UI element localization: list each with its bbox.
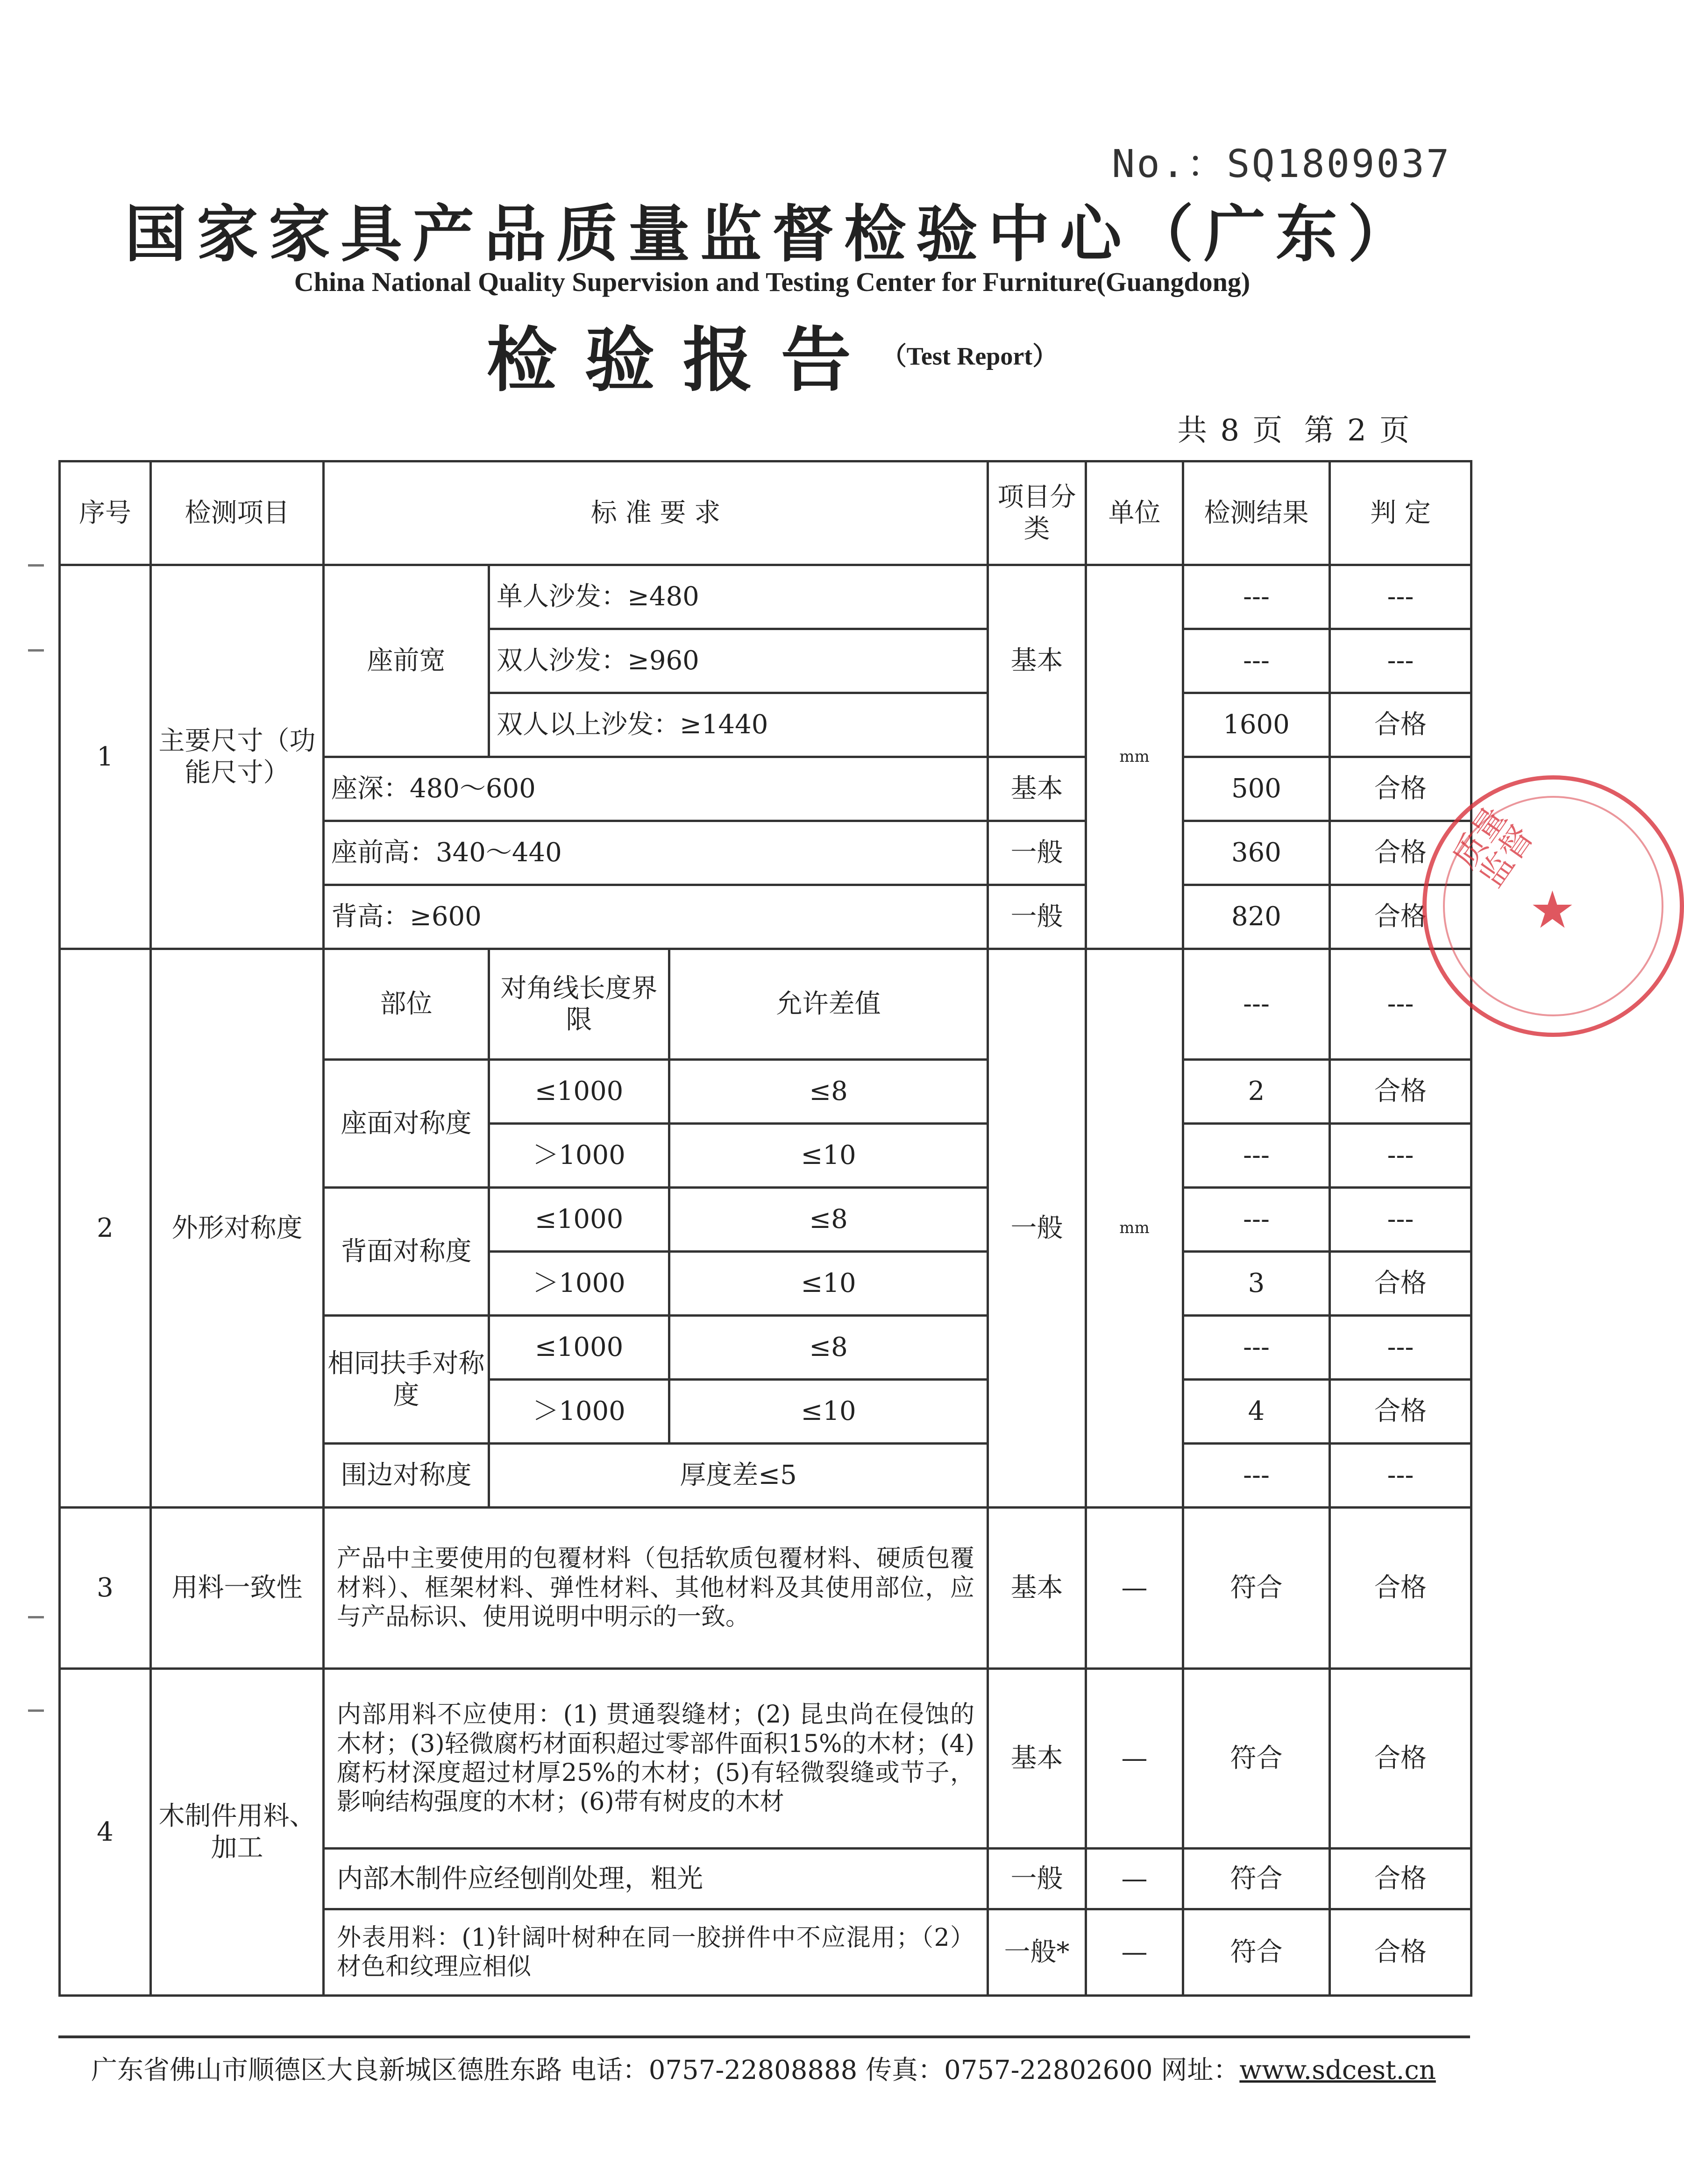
header-verdict: 判 定: [1330, 461, 1471, 565]
test-report-table: [58, 460, 1472, 1997]
row2-part-header: 部位: [324, 949, 489, 1060]
report-title: [0, 304, 1544, 404]
row1-seq: 1: [60, 565, 151, 949]
footer-contact: [91, 2049, 1436, 2087]
row4-requirement-c: 外表用料：(1)针阔叶树种在同一胶拼件中不应混用；（2）材色和纹理应相似: [324, 1909, 988, 1996]
row2-seat-le10: ≤10: [669, 1124, 988, 1188]
row2-back-gt-verdict: 合格: [1330, 1252, 1471, 1316]
scan-mark: [28, 564, 44, 567]
row4-result-a: 符合: [1183, 1669, 1330, 1849]
row2-arm-le-verdict: ---: [1330, 1316, 1471, 1380]
row1-back-height-category: 一般: [988, 885, 1086, 949]
row2-category: 一般: [988, 949, 1086, 1508]
table-row: [60, 1669, 1471, 1849]
row2-arm-le-result: ---: [1183, 1316, 1330, 1380]
scan-mark: [28, 649, 44, 652]
row1-single: 单人沙发：≥480: [489, 565, 988, 629]
table-row: [60, 565, 1471, 629]
row4-result-c: 符合: [1183, 1909, 1330, 1996]
row2-tol-header: 允许差值: [669, 949, 988, 1060]
row2-arm-gt-result: 4: [1183, 1380, 1330, 1444]
table-header-row: [60, 461, 1471, 565]
row4-item: 木制件用料、加工: [151, 1669, 324, 1996]
row2-armrest: 相同扶手对称度: [324, 1316, 489, 1444]
row4-verdict-c: 合格: [1330, 1909, 1471, 1996]
row1-front-width: 座前宽: [324, 565, 489, 757]
row2-seq: 2: [60, 949, 151, 1508]
row2-edge-req: 厚度差≤5: [489, 1444, 988, 1508]
row2-arm-le8: ≤8: [669, 1316, 988, 1380]
row1-multi-verdict: 合格: [1330, 693, 1471, 757]
row4-unit-b: —: [1086, 1849, 1183, 1909]
row1-width-category: 基本: [988, 565, 1086, 757]
row4-requirement-b: 内部木制件应经刨削处理，粗光: [324, 1849, 988, 1909]
current-page: 第 2 页: [1304, 413, 1412, 448]
row2-diag-header: 对角线长度界限: [489, 949, 669, 1060]
row2-back-le-result: ---: [1183, 1188, 1330, 1252]
row2-seat-gt1000: ＞1000: [489, 1124, 669, 1188]
row2-back-le-verdict: ---: [1330, 1188, 1471, 1252]
row3-category: 基本: [988, 1508, 1086, 1669]
row1-front-height: 座前高：340～440: [324, 821, 988, 885]
row2-edge-verdict: ---: [1330, 1444, 1471, 1508]
row1-double: 双人沙发：≥960: [489, 629, 988, 693]
row2-back-gt-result: 3: [1183, 1252, 1330, 1316]
header-unit: 单位: [1086, 461, 1183, 565]
row4-requirement-a: 内部用料不应使用：(1) 贯通裂缝材；(2) 昆虫尚在侵蚀的木材；(3)轻微腐朽材面积超过零部件面积15%的木材；(4) 腐朽材深度超过材厚25%的木材；(5)有轻微裂缝或节子，影响结构强度的木材；(6)带有树皮的木材: [324, 1669, 988, 1849]
footer-website-link[interactable]: www.sdcest.cn: [1239, 2055, 1436, 2085]
row1-back-height-result: 820: [1183, 885, 1330, 949]
report-title-cn: 检验报告: [486, 319, 879, 401]
row1-back-height-verdict: 合格: [1330, 885, 1471, 949]
row2-back-face: 背面对称度: [324, 1188, 489, 1316]
row1-unit: mm: [1086, 565, 1183, 949]
header-seq: 序号: [60, 461, 151, 565]
row1-depth: 座深：480～600: [324, 757, 988, 821]
organization-name-en: China National Quality Supervision and Testing Center for Furniture(Guangdong): [294, 267, 1251, 297]
table-row: [60, 949, 1471, 1060]
table-row: [60, 1508, 1471, 1669]
report-title-en: （Test Report）: [881, 342, 1058, 370]
row2-seat-face: 座面对称度: [324, 1060, 489, 1188]
row1-single-verdict: ---: [1330, 565, 1471, 629]
footer-divider: [58, 2035, 1470, 2042]
row2-header-verdict: ---: [1330, 949, 1471, 1060]
row1-single-result: ---: [1183, 565, 1330, 629]
organization-name-cn: 国家家具产品质量监督检验中心（广东）: [125, 198, 1420, 270]
row2-back-le10: ≤10: [669, 1252, 988, 1316]
row1-double-verdict: ---: [1330, 629, 1471, 693]
header-requirement: 标 准 要 求: [324, 461, 988, 565]
row4-category-c: 一般*: [988, 1909, 1086, 1996]
row3-verdict: 合格: [1330, 1508, 1471, 1669]
row1-double-result: ---: [1183, 629, 1330, 693]
row4-unit-c: —: [1086, 1909, 1183, 1996]
row3-seq: 3: [60, 1508, 151, 1669]
seal-star-icon: ★: [1529, 880, 1576, 940]
row1-depth-category: 基本: [988, 757, 1086, 821]
row2-item: 外形对称度: [151, 949, 324, 1508]
scan-mark: [28, 1616, 44, 1618]
report-number: No.：SQ1809037: [1112, 142, 1451, 186]
row1-depth-verdict: 合格: [1330, 757, 1471, 821]
row1-multi-result: 1600: [1183, 693, 1330, 757]
row2-seat-le-verdict: 合格: [1330, 1060, 1471, 1124]
row2-edge-result: ---: [1183, 1444, 1330, 1508]
footer-address: 广东省佛山市顺德区大良新城区德胜东路 电话：0757-22808888 传真：0757-22802600 网址：: [91, 2055, 1240, 2085]
row1-multi: 双人以上沙发：≥1440: [489, 693, 988, 757]
row2-unit: mm: [1086, 949, 1183, 1508]
row2-header-result: ---: [1183, 949, 1330, 1060]
row4-verdict-b: 合格: [1330, 1849, 1471, 1909]
seal-lettering: 质量监督: [1445, 800, 1541, 894]
row2-arm-le1000: ≤1000: [489, 1316, 669, 1380]
row1-back-height: 背高：≥600: [324, 885, 988, 949]
red-seal-stamp: [1422, 775, 1684, 1037]
header-result: 检测结果: [1183, 461, 1330, 565]
row2-back-le1000: ≤1000: [489, 1188, 669, 1252]
row2-seat-le-result: 2: [1183, 1060, 1330, 1124]
row4-verdict-a: 合格: [1330, 1669, 1471, 1849]
row2-seat-gt-result: ---: [1183, 1124, 1330, 1188]
header-item: 检测项目: [151, 461, 324, 565]
row2-back-gt1000: ＞1000: [489, 1252, 669, 1316]
row2-back-le8: ≤8: [669, 1188, 988, 1252]
row2-seat-le8: ≤8: [669, 1060, 988, 1124]
row2-arm-le10: ≤10: [669, 1380, 988, 1444]
page-info: [1177, 406, 1420, 449]
row1-item: 主要尺寸（功能尺寸）: [151, 565, 324, 949]
row2-arm-gt-verdict: 合格: [1330, 1380, 1471, 1444]
row3-result: 符合: [1183, 1508, 1330, 1669]
total-pages: 共 8 页: [1177, 413, 1285, 448]
header-category: 项目分类: [988, 461, 1086, 565]
row3-unit: —: [1086, 1508, 1183, 1669]
row4-unit-a: —: [1086, 1669, 1183, 1849]
row3-item: 用料一致性: [151, 1508, 324, 1669]
row1-front-height-category: 一般: [988, 821, 1086, 885]
row1-front-height-result: 360: [1183, 821, 1330, 885]
row2-arm-gt1000: ＞1000: [489, 1380, 669, 1444]
row4-seq: 4: [60, 1669, 151, 1996]
row1-front-height-verdict: 合格: [1330, 821, 1471, 885]
row4-category-b: 一般: [988, 1849, 1086, 1909]
row2-edge: 围边对称度: [324, 1444, 489, 1508]
row3-requirement: 产品中主要使用的包覆材料（包括软质包覆材料、硬质包覆材料）、框架材料、弹性材料、其他材料及其使用部位，应与产品标识、使用说明中明示的一致。: [324, 1508, 988, 1669]
row4-result-b: 符合: [1183, 1849, 1330, 1909]
row2-seat-le1000: ≤1000: [489, 1060, 669, 1124]
row4-category-a: 基本: [988, 1669, 1086, 1849]
row2-seat-gt-verdict: ---: [1330, 1124, 1471, 1188]
scan-mark: [28, 1709, 44, 1712]
row1-depth-result: 500: [1183, 757, 1330, 821]
